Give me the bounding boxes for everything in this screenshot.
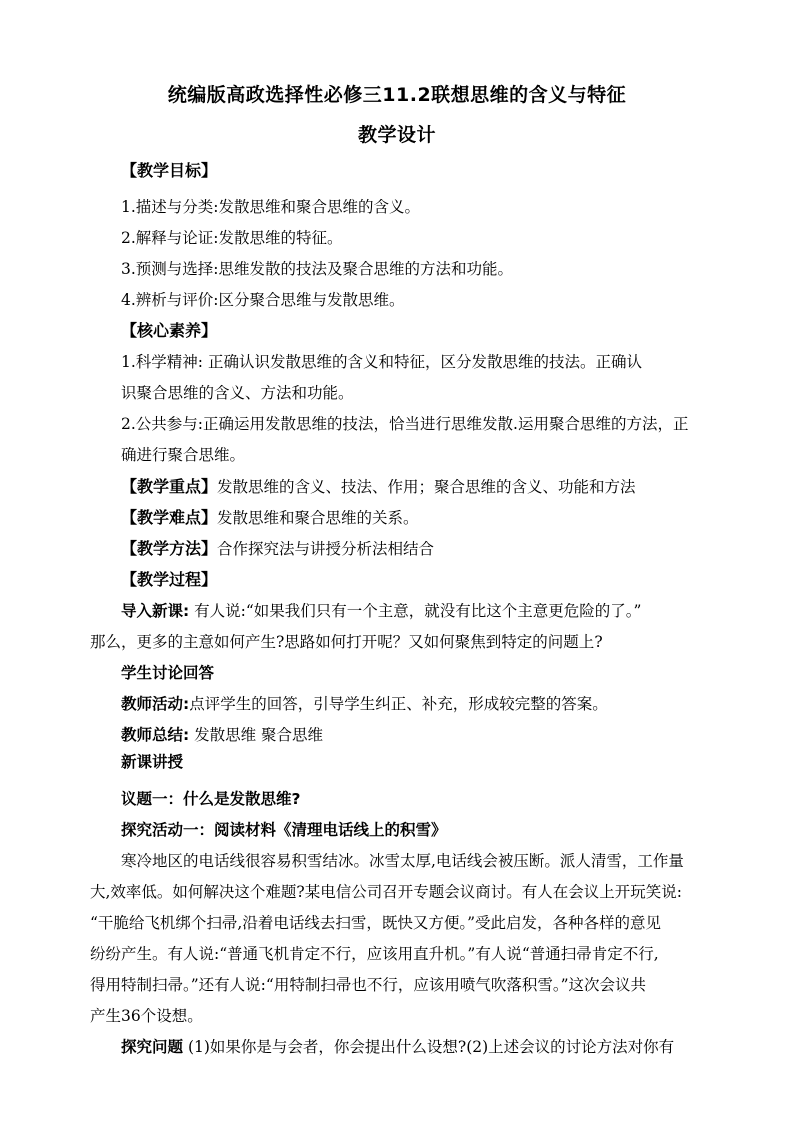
student-discussion: 学生讨论回答 (121, 664, 215, 682)
activity-heading: 探究活动一：阅读材料《清理电话线上的积雪》 (121, 821, 447, 839)
teacher-activity-text: 点评学生的回答，引导学生纠正、补充，形成较完整的答案。 (189, 695, 608, 713)
teaching-key-label: 【教学重点】 (121, 477, 218, 496)
topic-heading: 议题一：什么是发散思维? (121, 790, 301, 808)
inquiry-question-text: (1)如果你是与会者，你会提出什么设想?(2)上述会议的讨论方法对你有 (183, 1038, 675, 1056)
teacher-summary-label: 教师总结: (121, 726, 190, 744)
intro-paragraph-line2: 那么，更多的主意如何产生?思路如何打开呢？又如何聚焦到特定的问题上? (90, 633, 603, 651)
teaching-methods (121, 539, 434, 559)
teaching-difficulties (121, 508, 419, 528)
literacy-line: 识聚合思维的含义、方法和功能。 (121, 384, 354, 402)
intro-label: 导入新课: (121, 602, 190, 620)
material-line: 纷纷产生。有人说:“普通飞机肯定不行，应该用直升机。”有人说“普通扫帚肯定不行, (90, 945, 659, 963)
teacher-summary (121, 725, 323, 745)
section-heading-literacy: 【核心素养】 (121, 321, 218, 340)
material-line: 大,效率低。如何解决这个难题?某电信公司召开专题会议商讨。有人在会议上开玩笑说: (90, 883, 682, 901)
teacher-activity-label: 教师活动: (121, 695, 190, 713)
material-line: 产生36个设想。 (90, 1007, 203, 1025)
material-line: 得用特制扫帚。”还有人说:“用特制扫帚也不行，应该用喷气吹落积雪。”这次会议共 (90, 976, 646, 994)
new-lesson-heading: 新课讲授 (121, 753, 184, 771)
teaching-method-label: 【教学方法】 (121, 539, 218, 558)
objective-item: 1.描述与分类:发散思维和聚合思维的含义。 (121, 198, 421, 216)
teaching-method-text: 合作探究法与讲授分析法相结合 (217, 540, 435, 558)
objective-item: 3.预测与选择:思维发散的技法及聚合思维的方法和功能。 (121, 260, 514, 278)
material-line: “干脆给飞机绑个扫帚,沿着电话线去扫雪，既快又方便。”受此启发，各种各样的意见 (90, 914, 662, 932)
literacy-line: 确进行聚合思维。 (121, 446, 246, 464)
section-heading-objectives: 【教学目标】 (121, 161, 218, 180)
teaching-difficulty-label: 【教学难点】 (121, 508, 218, 527)
intro-text: 有人说:“如果我们只有一个主意，就没有比这个主意更危险的了。” (189, 602, 642, 620)
literacy-line: 1.科学精神: 正确认识发散思维的含义和特征，区分发散思维的技法。正确认 (121, 353, 642, 371)
teacher-summary-text: 发散思维 聚合思维 (189, 726, 324, 744)
teaching-key-text: 发散思维的含义、技法、作用；聚合思维的含义、功能和方法 (217, 478, 636, 496)
teaching-key-points (121, 477, 636, 497)
teaching-difficulty-text: 发散思维和聚合思维的关系。 (217, 509, 419, 527)
inquiry-question-label: 探究问题 (121, 1038, 184, 1056)
section-heading-process: 【教学过程】 (121, 570, 218, 589)
teacher-activity (121, 694, 608, 714)
intro-paragraph-line1 (121, 601, 641, 621)
literacy-line: 2.公共参与:正确运用发散思维的技法，恰当进行思维发散.运用聚合思维的方法，正 (121, 415, 689, 433)
objective-item: 2.解释与论证:发散思维的特征。 (121, 229, 343, 247)
inquiry-question (121, 1037, 674, 1057)
document-title-line2: 教学设计 (357, 124, 436, 146)
objective-item: 4.辨析与评价:区分聚合思维与发散思维。 (121, 291, 405, 309)
document-title-line1: 统编版高政选择性必修三11.2联想思维的含义与特征 (167, 84, 627, 106)
material-line: 寒冷地区的电话线很容易积雪结冰。冰雪太厚,电话线会被压断。派人清雪，工作量 (121, 852, 684, 870)
